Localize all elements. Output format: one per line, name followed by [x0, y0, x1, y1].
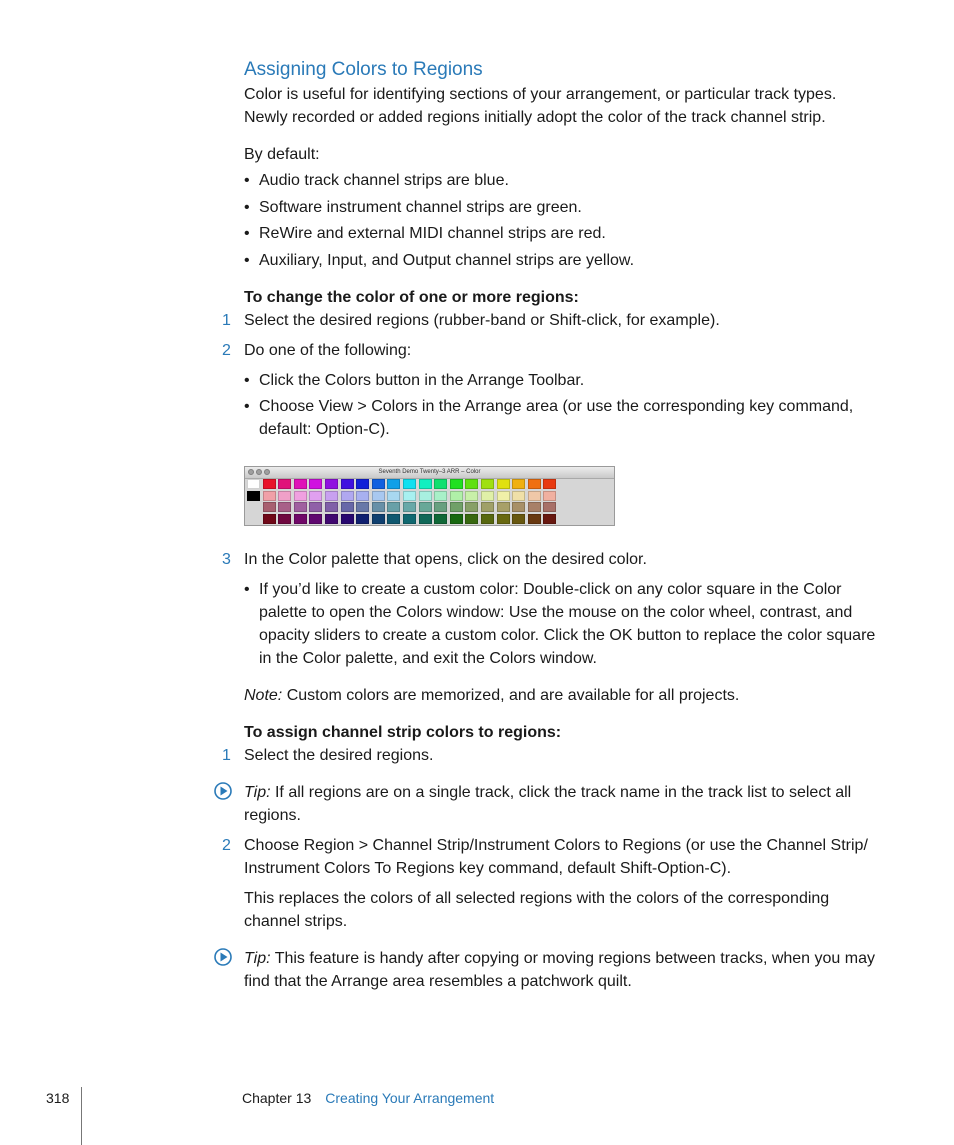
palette-titlebar	[245, 467, 614, 479]
color-swatch[interactable]	[309, 514, 322, 524]
step-text: Do one of the following:	[244, 342, 412, 359]
color-swatch[interactable]	[465, 502, 478, 512]
section-heading: Assigning Colors to Regions	[244, 59, 483, 80]
tip-text: If all regions are on a single track, click the track name in the track list to select all regions.	[244, 784, 852, 824]
intro-paragraph: Color is useful for identifying sections of your arrangement, or particular track types. Newly recorded or added regions initially adopt the color of the track channel strip.	[244, 86, 837, 126]
footer-divider	[81, 1087, 82, 1145]
sub-bullet-view-colors: • Choose View > Colors in the Arrange area (or use the corresponding key command, default: Option-C).	[244, 395, 884, 441]
chapter-label: Chapter 13	[242, 1090, 312, 1106]
color-swatch[interactable]	[465, 479, 478, 489]
note-label: Note:	[244, 687, 283, 704]
color-swatch[interactable]	[481, 514, 494, 524]
tip-paragraph-1	[244, 781, 884, 827]
step-text: In the Color palette that opens, click on the desired color.	[244, 551, 647, 568]
color-swatch[interactable]	[263, 502, 276, 512]
color-swatch[interactable]	[309, 479, 322, 489]
color-swatch[interactable]	[465, 514, 478, 524]
color-swatch[interactable]	[528, 514, 541, 524]
color-palette-window	[244, 466, 615, 526]
step-text: Choose Region > Channel Strip/Instrument Colors to Regions (or use the Channel Strip/ Instrument Colors To Regions key command, default Shift-Option-C).	[244, 837, 868, 877]
step-number: 2	[222, 342, 231, 359]
color-swatch[interactable]	[528, 479, 541, 489]
sub-bullet-custom-color: • If you’d like to create a custom color: Double-click on any color square in the Color palette to open the Colors window: Use the mouse on the color wheel, contrast, and opacity sliders to create a custom color. Click the OK button to replace the color square in the Color palette, and exit the Colors window.	[244, 578, 884, 670]
color-swatch[interactable]	[341, 479, 354, 489]
color-swatch[interactable]	[497, 502, 510, 512]
color-swatch[interactable]	[450, 491, 463, 501]
color-swatch[interactable]	[543, 514, 556, 524]
after-paragraph: This replaces the colors of all selected regions with the colors of the corresponding channel strips.	[244, 890, 830, 930]
color-swatch[interactable]	[356, 491, 369, 501]
color-swatch[interactable]	[403, 479, 416, 489]
color-swatch[interactable]	[497, 479, 510, 489]
color-swatch[interactable]	[325, 502, 338, 512]
page-number: 318	[46, 1090, 70, 1106]
color-swatch[interactable]	[263, 491, 276, 501]
color-swatch[interactable]	[309, 502, 322, 512]
color-swatch[interactable]	[465, 491, 478, 501]
minimize-button[interactable]	[256, 469, 262, 475]
color-swatch[interactable]	[387, 502, 400, 512]
color-swatch[interactable]	[403, 491, 416, 501]
color-swatch[interactable]	[294, 502, 307, 512]
color-swatch[interactable]	[325, 514, 338, 524]
color-swatch[interactable]	[278, 514, 291, 524]
color-swatch[interactable]	[278, 479, 291, 489]
color-swatch[interactable]	[247, 479, 260, 489]
color-swatch[interactable]	[419, 479, 432, 489]
color-swatch[interactable]	[512, 502, 525, 512]
color-swatch[interactable]	[372, 491, 385, 501]
task1-step-2	[222, 339, 884, 362]
default-bullet-rewire: • ReWire and external MIDI channel strips are red.	[244, 222, 884, 245]
color-swatch[interactable]	[481, 491, 494, 501]
step-number: 1	[222, 312, 231, 329]
tip-paragraph-2	[244, 947, 884, 993]
tip-text: This feature is handy after copying or moving regions between tracks, when you may find that the Arrange area resembles a patchwork quilt.	[244, 950, 875, 990]
color-swatch[interactable]	[372, 502, 385, 512]
color-swatch[interactable]	[528, 502, 541, 512]
color-swatch[interactable]	[419, 502, 432, 512]
color-swatch[interactable]	[372, 514, 385, 524]
color-swatch[interactable]	[512, 491, 525, 501]
color-swatch[interactable]	[419, 514, 432, 524]
task1-step-3	[222, 548, 884, 571]
color-swatch[interactable]	[325, 491, 338, 501]
note-paragraph	[244, 684, 884, 707]
task-title-channel-strip-colors: To assign channel strip colors to regions:	[244, 724, 562, 741]
color-swatch[interactable]	[543, 502, 556, 512]
step-number: 2	[222, 837, 231, 854]
note-text: Custom colors are memorized, and are available for all projects.	[282, 687, 740, 704]
color-swatch[interactable]	[481, 502, 494, 512]
color-swatch[interactable]	[325, 479, 338, 489]
color-swatch[interactable]	[387, 479, 400, 489]
color-swatch[interactable]	[434, 502, 447, 512]
task2-step-1	[222, 744, 884, 767]
close-button[interactable]	[248, 469, 254, 475]
color-swatch[interactable]	[278, 491, 291, 501]
tip-label: Tip:	[244, 950, 271, 967]
color-swatch[interactable]	[497, 491, 510, 501]
zoom-button[interactable]	[264, 469, 270, 475]
chapter-title-link[interactable]: Creating Your Arrangement	[325, 1090, 495, 1106]
color-swatch[interactable]	[434, 491, 447, 501]
tip-label: Tip:	[244, 784, 271, 801]
color-swatch[interactable]	[450, 502, 463, 512]
color-swatch[interactable]	[450, 514, 463, 524]
step-text: Select the desired regions (rubber-band or Shift-click, for example).	[244, 312, 720, 329]
color-swatch[interactable]	[512, 479, 525, 489]
color-swatch[interactable]	[497, 514, 510, 524]
step-number: 3	[222, 551, 231, 568]
color-swatch[interactable]	[341, 502, 354, 512]
color-swatch[interactable]	[278, 502, 291, 512]
palette-title: Seventh Demo Twenty–3 ARR – Color	[378, 469, 481, 475]
color-swatch[interactable]	[434, 514, 447, 524]
color-swatch[interactable]	[543, 491, 556, 501]
color-swatch[interactable]	[356, 514, 369, 524]
color-swatch[interactable]	[528, 491, 541, 501]
color-swatch[interactable]	[450, 479, 463, 489]
color-swatch[interactable]	[294, 479, 307, 489]
color-swatch[interactable]	[263, 514, 276, 524]
color-swatch[interactable]	[356, 502, 369, 512]
color-swatch[interactable]	[294, 491, 307, 501]
color-swatch[interactable]	[309, 491, 322, 501]
step-text: Select the desired regions.	[244, 747, 434, 764]
sub-bullet-colors-button: • Click the Colors button in the Arrange Toolbar.	[244, 369, 884, 392]
by-default-label: By default:	[244, 146, 320, 163]
color-swatch[interactable]	[512, 514, 525, 524]
color-swatch[interactable]	[356, 479, 369, 489]
color-swatch[interactable]	[294, 514, 307, 524]
color-swatch[interactable]	[387, 491, 400, 501]
color-swatch[interactable]	[263, 479, 276, 489]
color-swatch[interactable]	[341, 514, 354, 524]
default-bullet-audio: • Audio track channel strips are blue.	[244, 169, 884, 192]
tip-arrow-icon	[214, 782, 232, 800]
tip-arrow-icon	[214, 948, 232, 966]
step-number: 1	[222, 747, 231, 764]
color-swatch[interactable]	[403, 514, 416, 524]
default-bullet-software: • Software instrument channel strips are green.	[244, 196, 884, 219]
task-title-change-color: To change the color of one or more regions:	[244, 289, 579, 306]
color-swatch[interactable]	[341, 491, 354, 501]
color-swatch[interactable]	[481, 479, 494, 489]
color-swatch[interactable]	[419, 491, 432, 501]
default-bullet-auxiliary: • Auxiliary, Input, and Output channel strips are yellow.	[244, 249, 884, 272]
task2-step-2	[222, 834, 884, 880]
task1-step-1	[222, 309, 884, 332]
color-swatch[interactable]	[434, 479, 447, 489]
color-swatch[interactable]	[543, 479, 556, 489]
color-swatch[interactable]	[387, 514, 400, 524]
color-swatch[interactable]	[403, 502, 416, 512]
color-swatch[interactable]	[372, 479, 385, 489]
color-swatch[interactable]	[247, 491, 260, 501]
footer-chapter	[242, 1087, 494, 1110]
